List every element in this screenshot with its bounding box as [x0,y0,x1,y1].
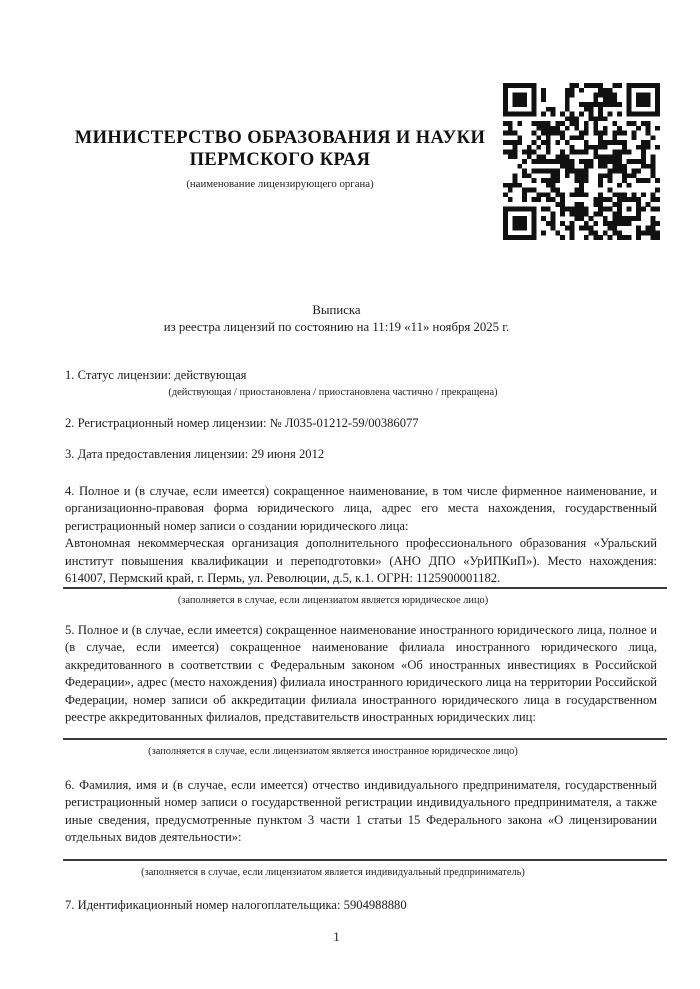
document-title: Выписка [312,303,361,317]
qr-code [503,83,660,240]
legal-entity-value: Автономная некоммерческая организация дополнительного профессионального образования «Уральский институт повышения квалификации и переподготовки» (АНО ДПО «УрИПКиП»). Место нахождения: 614007, Пермский край, г. Пермь, ул. Революции, д.5, к.1. ОГРН: 1125900001182. [65,536,657,586]
item-taxpayer-number [65,897,657,914]
entrepreneur-fill-line [63,859,667,861]
license-status-text: 1. Статус лицензии: действующая [65,368,247,382]
item-legal-entity [65,483,657,607]
document-title-block [15,302,658,337]
foreign-entity-caption: (заполняется в случае, если лицензиатом является иностранное юридическое лицо) [148,746,518,758]
qr-code-image [503,83,660,240]
authority-name-line1: МИНИСТЕРСТВО ОБРАЗОВАНИЯ И НАУКИ [74,128,486,148]
legal-entity-question: 4. Полное и (в случае, если имеется) сокращенное наименование, в том числе фирменное наименование, и организационно-правовая форма юридического лица, адрес его места нахождения, государственный регистрационный номер записи о создании юридического лица: [65,484,657,533]
item-foreign-entity [65,622,657,758]
registration-number-text: 2. Регистрационный номер лицензии: № Л035-01212-59/00386077 [65,416,419,430]
licensing-authority-header [55,127,505,191]
item-registration-number [65,415,657,432]
page-number: 1 [333,929,340,944]
legal-entity-caption: (заполняется в случае, если лицензиатом является юридическое лицо) [177,595,489,607]
license-status-caption: (действующая / приостановлена / приостановлена частично / прекращена) [168,387,498,398]
foreign-entity-fill-line [63,738,667,740]
item-license-status [65,367,657,384]
grant-date-text: 3. Дата предоставления лицензии: 29 июня 2012 [65,447,325,461]
document-subtitle: из реестра лицензий по состоянию на 11:19 «11» ноября 2025 г. [163,320,510,335]
taxpayer-number-text: 7. Идентификационный номер налогоплательщика: 5904988880 [65,898,407,912]
entrepreneur-caption: (заполняется в случае, если лицензиатом является индивидуальный предприниматель) [141,866,525,878]
entrepreneur-question: 6. Фамилия, имя и (в случае, если имеется) отчество индивидуального предпринимателя, государственный регистрационный номер записи о государственной регистрации индивидуального предпринимателя, а также иные сведения, предусмотренные пунктом 3 части 1 статьи 15 Федерального закона «О лицензировании отдельных видов деятельности»: [65,778,657,845]
authority-caption: (наименование лицензирующего органа) [186,178,374,190]
authority-name-line2: ПЕРМСКОГО КРАЯ [189,150,371,170]
item-grant-date [65,446,657,463]
foreign-entity-question: 5. Полное и (в случае, если имеется) сокращенное наименование иностранного юридического лица, полное и (в случае, если имеется) сокращенное наименование филиала иностранного юридического лица, аккредитованного в соответствии с Федеральным законом «Об иностранных инвестициях в Российской Федерации», адрес (место нахождения) филиала иностранного юридического лица на территории Российской Федерации, номер записи об аккредитации филиала иностранного юридического лица в государственном реестре аккредитованных филиалов, представительств иностранных юридических лиц: [65,623,657,725]
item-entrepreneur [65,777,657,879]
legal-entity-fill-line [63,587,667,589]
